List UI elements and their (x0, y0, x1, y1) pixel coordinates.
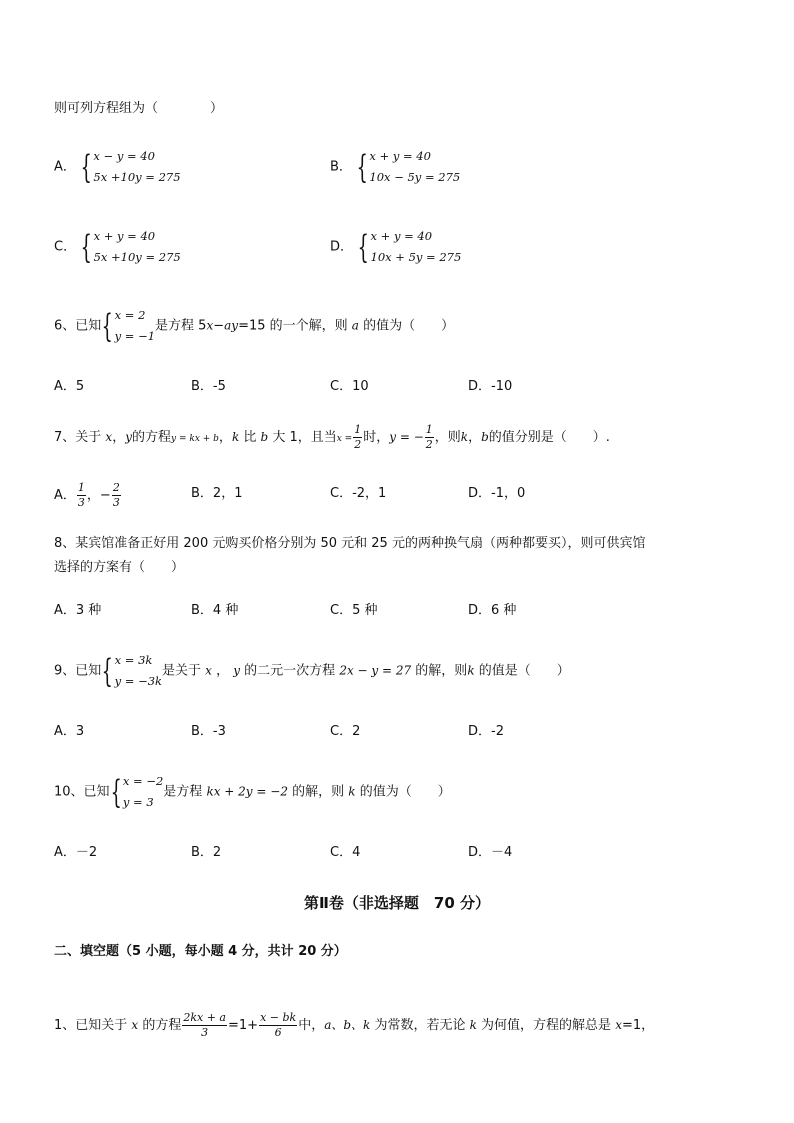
brace-icon: { (80, 228, 92, 266)
q9-option-b[interactable]: B．-3 (191, 724, 226, 739)
q5-stem: 则可列方程组为（ ） (54, 101, 224, 116)
q6-stem: 6、已知 { x = 2 y = −1 是方程 5x−ay=15 的一个解，则 a 的值为（ ） (54, 307, 455, 345)
equation-system: { x = 3k y = −3k (101, 652, 163, 690)
q5-option-c[interactable]: C． { x + y = 40 5x +10y = 275 (54, 228, 181, 266)
q7-option-c[interactable]: C．-2，1 (330, 486, 387, 501)
q10-option-d[interactable]: D．－4 (468, 845, 513, 860)
q5-option-d[interactable]: D． { x + y = 40 10x + 5y = 275 (330, 228, 462, 266)
q8-option-c[interactable]: C．5 种 (330, 603, 378, 618)
fraction: $\frac{1}{3}$ (77, 481, 85, 509)
q10-option-a[interactable]: A．－2 (54, 845, 98, 860)
q6-option-a[interactable]: A．5 (54, 379, 85, 394)
q7-stem: 7、关于 x，y的方程y = kx + b，k 比 b 大 1，且当x = $\frac{1}{2}$ 时，y = − $\frac{1}{2}$ ，则k，b的值分别是（ ）. (54, 423, 610, 451)
equation-system: { x + y = 40 10x − 5y = 275 (356, 148, 461, 186)
q7-option-b[interactable]: B．2，1 (191, 486, 243, 501)
fraction: $\frac{x - bk}{6}$ (260, 1011, 297, 1039)
fraction: $\frac{1}{2}$ (425, 423, 433, 451)
q7-option-a[interactable]: A． $\frac{1}{3}$ ，− $\frac{2}{3}$ (54, 481, 120, 509)
q8-line2: 选择的方案有（ ） (54, 560, 185, 575)
brace-icon: { (110, 773, 122, 811)
q10-option-b[interactable]: B．2 (191, 845, 222, 860)
equation-system: { x = 2 y = −1 (101, 307, 156, 345)
q6-option-c[interactable]: C．10 (330, 379, 369, 394)
q9-stem: 9、已知 { x = 3k y = −3k 是关于 x ， y 的二元一次方程 2x − y = 27 的解，则k 的值是（ ） (54, 652, 570, 690)
brace-icon: { (356, 148, 368, 186)
brace-icon: { (101, 652, 114, 690)
q7-option-d[interactable]: D．-1，0 (468, 486, 526, 501)
q5-option-b[interactable]: B． { x + y = 40 10x − 5y = 275 (330, 148, 461, 186)
q9-option-d[interactable]: D．-2 (468, 724, 504, 739)
q9-option-c[interactable]: C．2 (330, 724, 361, 739)
q6-option-b[interactable]: B．-5 (191, 379, 226, 394)
fill-q1-stem: 1、已知关于 x 的方程 $\frac{2kx + a}{3}$ =1+ $\frac{x - bk}{6}$ 中，a、b、k 为常数，若无论 k 为何值，方程的解总是 x=1， (54, 1011, 655, 1039)
q6-option-d[interactable]: D．-10 (468, 379, 513, 394)
brace-icon: { (101, 307, 114, 345)
fraction: $\frac{2}{3}$ (112, 481, 120, 509)
q8-option-b[interactable]: B．4 种 (191, 603, 239, 618)
q8-line1: 8、某宾馆准备正好用 200 元购买价格分别为 50 元和 25 元的两种换气扇（两种都要买），则可供宾馆 (54, 536, 646, 551)
q10-option-c[interactable]: C．4 (330, 845, 361, 860)
q8-option-d[interactable]: D．6 种 (468, 603, 517, 618)
equation-system: { x = −2 y = 3 (110, 773, 164, 811)
equation-system: { x + y = 40 5x +10y = 275 (80, 228, 181, 266)
section-heading: 二、填空题（5 小题，每小题 4 分，共计 20 分） (54, 944, 347, 959)
q5-option-a[interactable]: A． { x − y = 40 5x +10y = 275 (54, 148, 181, 186)
brace-icon: { (357, 228, 369, 266)
equation-system: { x − y = 40 5x +10y = 275 (80, 148, 181, 186)
brace-icon: { (80, 148, 92, 186)
q10-stem: 10、已知 { x = −2 y = 3 是方程 kx + 2y = −2 的解，则 k 的值为（ ） (54, 773, 451, 811)
q8-option-a[interactable]: A．3 种 (54, 603, 102, 618)
equation-system: { x + y = 40 10x + 5y = 275 (357, 228, 462, 266)
q9-option-a[interactable]: A．3 (54, 724, 85, 739)
fraction: $\frac{1}{2}$ (354, 423, 362, 451)
part2-title: 第Ⅱ卷（非选择题 70 分） (304, 894, 490, 912)
fraction: $\frac{2kx + a}{3}$ (183, 1011, 226, 1039)
